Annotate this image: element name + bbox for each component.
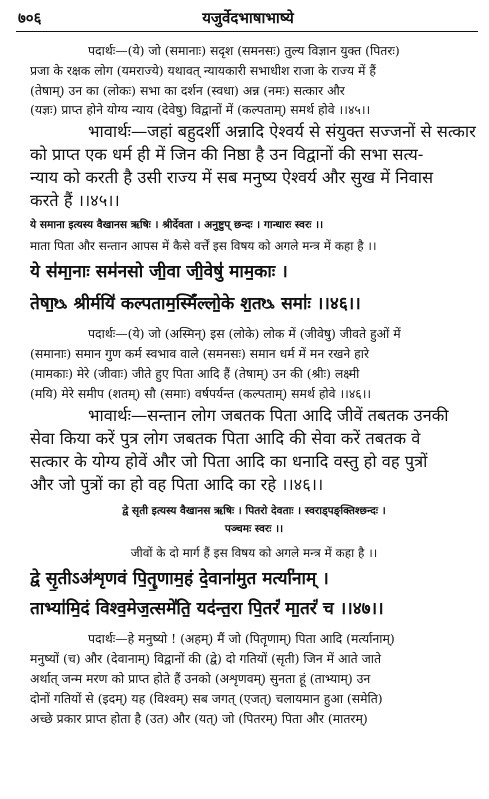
- text-line-l26: पदार्थः—हे मनुष्यो ! (अहम्) मैं जो (पितॄणाम्) पिता आदि (मर्त्यानाम्): [88, 631, 395, 646]
- text-line-l8: करते हैं ।।४५।।: [30, 191, 120, 210]
- text-line-l14: (समानाः) समान गुण कर्म स्वभाव वाले (समनसः) समान धर्म में मन रखने हारे: [30, 346, 370, 361]
- text-line-l18: सेवा किया करें पुत्र लोग जबतक पिता आदि की सेवा करें तबतक वे: [30, 429, 421, 448]
- text-line-l17: भावार्थः—सन्तान लोग जबतक पिता आदि जीवें तबतक उनकी: [88, 406, 449, 425]
- text-line-l24: द्वे सृ॒तीऽअ॑शृणवं पि॒तॄ॒णाम॒हं दे॒वाना॑मुत मर्त्या॑नाम् ।: [30, 569, 329, 589]
- text-line-l1: पदार्थः—(ये) जो (समानाः) सदृश (समनसः) तुल्य विज्ञान युक्त (पितरः): [88, 43, 400, 58]
- text-line-l20: और जो पुत्रों का हो वह पिता आदि का रहे ।।४६।।: [30, 475, 324, 494]
- text-line-l27: मनुष्यों (च) और (देवानाम्) विद्वानों की (द्वे) दो गतियों (सृती) जिन में आते जाते: [30, 651, 382, 666]
- text-line-l22: पञ्चमः स्वरः ।।: [224, 523, 284, 535]
- text-line-l16: (मयि) मेरे समीप (शतम्) सौ (समाः) वर्षपर्यन्त (कल्पताम्) समर्थ होवे ।।४६।।: [30, 386, 372, 401]
- text-line-l7: न्याय को करती है उसी राज्य में सब मनुष्य ऐश्वर्य और सुख में निवास: [30, 168, 434, 187]
- text-line-l29: दोनों गतियों से (इदम्) यह (विश्वम्) सब जगत् (एजत्) चलायमान हुआ (समेति): [30, 691, 383, 706]
- text-line-l5: भावार्थः—जहां बहुदर्शी अन्नादि ऐश्वर्य से संयुक्त सज्जनों से सत्कार: [88, 122, 476, 141]
- text-line-l2: प्रजा के रक्षक लोग (यमराज्ये) यथावत् न्यायकारी सभाधीश राजा के राज्य में हैं: [30, 63, 376, 78]
- running-header: [18, 6, 478, 32]
- text-line-l10: माता पिता और सन्तान आपस में कैसे वर्त्तें इस विषय को अगले मन्त्र में कहा है ।।: [30, 239, 377, 253]
- text-line-l15: (मामकाः) मेरे (जीवाः) जीते हुए पिता आदि हैं (तेषाम्) उन की (श्रीः) लक्ष्मी: [30, 366, 360, 381]
- text-line-l12: तेषा॒ᳬ श्रीर्मयि॑ कल्पताम॒स्मिँल्लो॒के श॒तᳬ समाः॑ ।।४६।।: [30, 294, 361, 314]
- text-line-l23: जीवों के दो मार्ग हैं इस विषय को अगले मन्त्र में कहा है ।।: [130, 546, 378, 560]
- header-rule: [16, 31, 478, 32]
- text-line-l28: अर्थात् जन्म मरण को प्राप्त होते हैं उनको (अशृणवम्) सुनता हूं (ताभ्याम्) उन: [30, 671, 371, 686]
- page-number: ७०६: [18, 9, 42, 27]
- text-line-l19: सत्कार के योग्य होवें और जो पिता आदि का धनादि वस्तु हो वह पुत्रों: [30, 452, 428, 471]
- text-line-l3: (तेषाम्) उन का (लोकः) सभा का दर्शन (स्वधा) अन्न (नमः) सत्कार और: [30, 83, 345, 98]
- text-line-l30: अच्छे प्रकार प्राप्त होता है (उत) और (यत्) जो (पितरम्) पिता और (मातरम्): [30, 711, 368, 726]
- text-line-l21: द्वे सृती इत्यस्य वैखानस ऋषिः । पितरो देवताः । स्वराड्पङ्क्तिश्छन्दः ।: [122, 505, 386, 517]
- text-line-l25: ताभ्या॑मि॒दं विश्व॒मेज॒त्समे॑ति॒ यद॑न्त॒रा पि॒तरं॑ मा॒तरं॑ च ।।४७।।: [30, 599, 384, 619]
- text-line-l9: ये समाना इत्यस्य वैखानस ऋषिः । श्रीर्देवता । अनुष्टुप् छन्दः । गान्धारः स्वरः ।।: [30, 219, 324, 231]
- running-title: यजुर्वेदभाषाभाष्ये: [202, 9, 294, 27]
- text-line-l13: पदार्थः—(ये) जो (अस्मिन्) इस (लोके) लोक में (जीवेषु) जीवते हुओं में: [88, 326, 401, 341]
- text-line-l4: (यज्ञः) प्राप्त होने योग्य न्याय (देवेषु) विद्वानों में (कल्पताम्) समर्थ होवे ।।४५।।: [30, 102, 371, 117]
- text-line-l6: को प्राप्त एक धर्म ही में जिन की निष्ठा है उन विद्वानों की सभा सत्य-: [30, 145, 424, 164]
- text-line-l11: ये स॑मा॒नाः सम॑नसो जी॒वा जी॒वेषु॑ माम॒काः ।: [30, 262, 288, 282]
